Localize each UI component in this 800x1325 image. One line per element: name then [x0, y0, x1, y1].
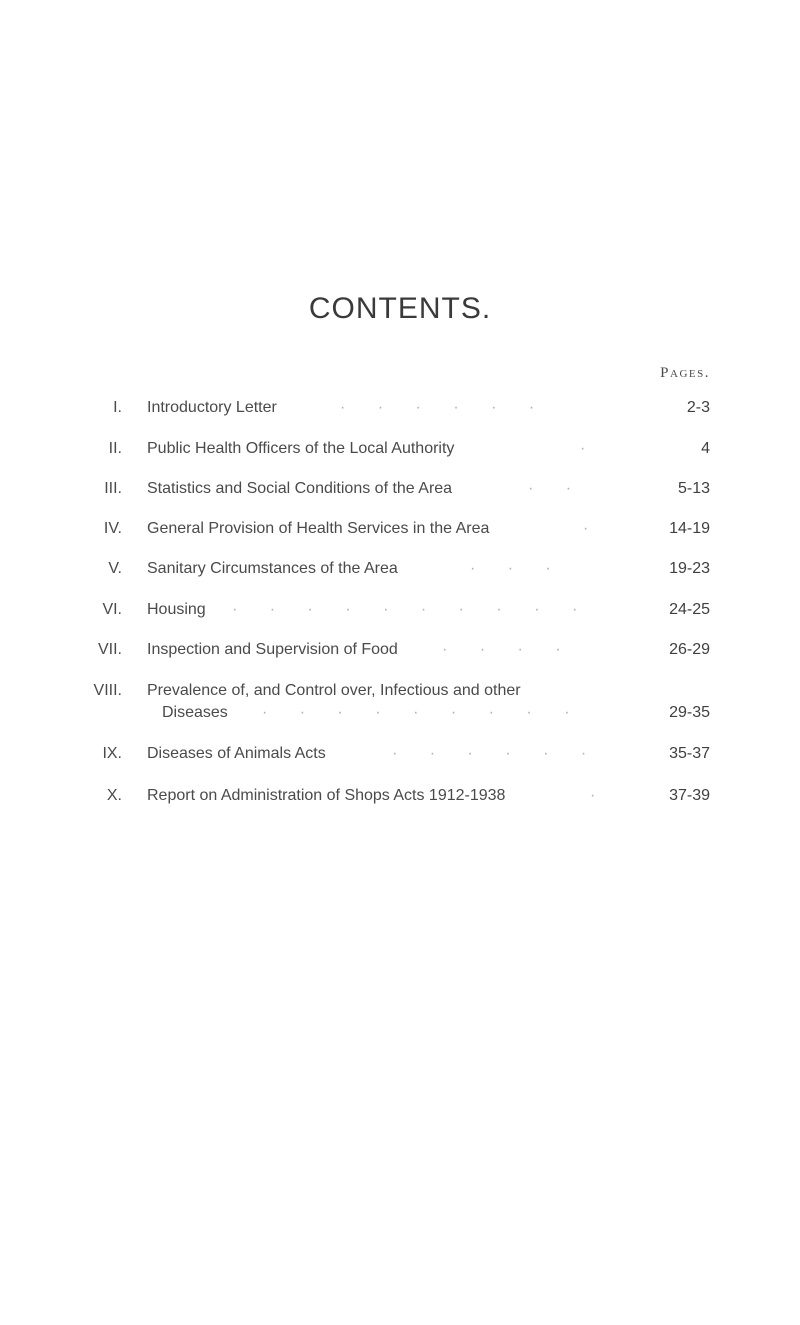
chapter-title: Diseases of Animals Acts — [147, 745, 326, 762]
chapter-number: IX. — [102, 745, 122, 762]
dot-leader: · · · · · · · · · · — [232, 601, 592, 618]
dot-leader: · · · — [470, 560, 565, 577]
chapter-title: Introductory Letter — [147, 399, 277, 416]
dot-leader: · · — [528, 480, 586, 497]
page-range: 37-39 — [669, 787, 710, 804]
chapter-number: III. — [104, 480, 122, 497]
pages-column-header: Pages. — [660, 365, 710, 381]
page-range: 26-29 — [669, 641, 710, 658]
chapter-number: V. — [108, 560, 122, 577]
chapter-number: VII. — [97, 641, 122, 658]
chapter-number: IV. — [103, 520, 122, 537]
page-range: 2-3 — [686, 399, 710, 416]
chapter-number: X. — [106, 787, 122, 804]
dot-leader: · — [580, 440, 600, 457]
chapter-title: Statistics and Social Conditions of the Area — [147, 480, 453, 497]
page-range: 4 — [701, 440, 710, 457]
page-title: CONTENTS. — [308, 292, 492, 325]
page-range: 35-37 — [669, 745, 710, 762]
chapter-number: I. — [113, 399, 122, 416]
chapter-title: General Provision of Health Services in the Area — [147, 520, 490, 537]
dot-leader: · — [590, 787, 610, 804]
chapter-title: Report on Administration of Shops Acts 1912-1938 — [147, 787, 506, 804]
page-range: 29-35 — [669, 704, 710, 721]
dot-leader: · · · · — [442, 641, 575, 658]
chapter-number: VI. — [102, 601, 122, 618]
dot-leader: · · · · · · — [392, 745, 601, 762]
dot-leader: · · · · · · · · · — [262, 704, 584, 721]
chapter-title: Inspection and Supervision of Food — [147, 641, 398, 658]
chapter-number: II. — [108, 440, 122, 457]
chapter-title-continued: Diseases — [162, 704, 228, 721]
chapter-title: Prevalence of, and Control over, Infectious and other — [147, 682, 521, 699]
dot-leader: · — [583, 520, 603, 537]
page-range: 24-25 — [669, 601, 710, 618]
chapter-number: VIII. — [93, 682, 122, 699]
page-range: 5-13 — [677, 480, 710, 497]
dot-leader: · · · · · · — [340, 399, 549, 416]
page-range: 19-23 — [669, 560, 710, 577]
chapter-title: Sanitary Circumstances of the Area — [147, 560, 398, 577]
page-range: 14-19 — [669, 520, 710, 537]
chapter-title: Public Health Officers of the Local Authority — [147, 440, 455, 457]
chapter-title: Housing — [147, 601, 206, 618]
